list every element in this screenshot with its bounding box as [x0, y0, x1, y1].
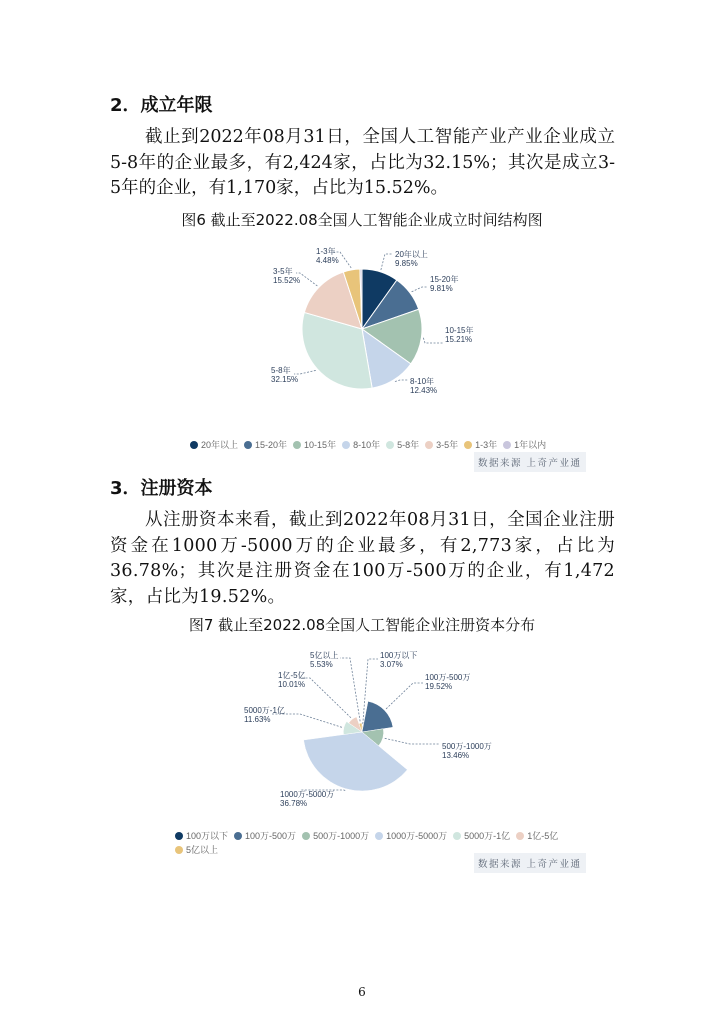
slice-label-percent: 9.81% — [430, 284, 453, 293]
legend-item[interactable] — [453, 829, 510, 843]
slice-label-percent: 3.07% — [380, 660, 403, 669]
slice-label-category: 1000万-5000万 — [280, 790, 335, 799]
section-heading-establishment: 2．成立年限 — [110, 95, 213, 116]
slice-label-percent: 36.78% — [280, 799, 308, 808]
slice-label-category: 15-20年 — [430, 275, 459, 284]
slice-label-category: 100万-500万 — [425, 673, 471, 682]
legend-item[interactable] — [234, 829, 296, 843]
leader-line — [340, 658, 360, 721]
section-heading-capital: 3．注册资本 — [110, 478, 213, 499]
legend-dot-icon — [175, 846, 183, 854]
slice-100万-500万 — [362, 701, 393, 732]
legend-label: 1年以内 — [514, 440, 547, 450]
leader-line — [385, 738, 440, 744]
slice-label-percent: 11.63% — [244, 715, 271, 724]
legend-dot-icon — [453, 832, 461, 840]
legend-label: 1亿-5亿 — [527, 831, 559, 841]
legend-label: 3-5年 — [436, 440, 459, 450]
legend-dot-icon — [516, 832, 524, 840]
legend-label: 20年以上 — [201, 440, 239, 450]
slice-1000万-5000万 — [304, 732, 408, 791]
slice-label-category: 5亿以上 — [310, 651, 339, 660]
figure-caption-6: 图6 截止至2022.08全国人工智能企业成立时间结构图 — [181, 211, 543, 229]
slice-label-category: 8-10年 — [410, 377, 435, 386]
legend-dot-icon — [234, 832, 242, 840]
paragraph-capital: 从注册资本来看，截止到2022年08月31日，全国企业注册资金在1000万-5000万的企业最多，有2,773家，占比为36.78%；其次是注册资金在100万-500万的企业，有1,472家，占比为19.52%。 — [110, 510, 615, 607]
legend-label: 100万以下 — [186, 831, 229, 841]
legend-label: 15-20年 — [255, 440, 288, 450]
slice-label-percent: 10.01% — [278, 680, 306, 689]
legend-item[interactable] — [175, 829, 228, 843]
legend-label: 5亿以上 — [186, 845, 219, 855]
slice-label-category: 5000万-1亿 — [244, 706, 285, 715]
slice-label-category: 3-5年 — [273, 267, 293, 276]
legend-item[interactable] — [516, 829, 558, 843]
slice-label-category: 10-15年 — [445, 326, 474, 335]
slice-label-percent: 12.43% — [410, 386, 438, 395]
legend-label: 5-8年 — [397, 440, 420, 450]
legend-item[interactable] — [375, 829, 447, 843]
paragraph-establishment: 截止到2022年08月31日，全国人工智能产业产业企业成立5-8年的企业最多，有2,424家，占比为32.15%；其次是成立3-5年的企业，有1,170家，占比为15.52%。 — [110, 127, 615, 198]
leader-line — [272, 714, 342, 727]
legend-label: 500万-1000万 — [313, 831, 370, 841]
slice-label-category: 100万以下 — [380, 651, 418, 660]
slice-label-percent: 15.21% — [445, 335, 473, 344]
slice-label-percent: 32.15% — [271, 375, 299, 384]
slice-label-category: 5-8年 — [271, 366, 291, 375]
legend-item[interactable] — [302, 829, 369, 843]
slice-label-percent: 4.48% — [316, 256, 339, 265]
legend-item[interactable] — [175, 843, 218, 857]
legend-label: 100万-500万 — [245, 831, 297, 841]
slice-label-category: 20年以上 — [395, 250, 428, 259]
legend-dot-icon — [375, 832, 383, 840]
legend-label: 1-3年 — [475, 440, 498, 450]
slice-label-percent: 15.52% — [273, 276, 301, 285]
legend-label: 10-15年 — [304, 440, 337, 450]
slice-label-category: 1-3年 — [316, 247, 336, 256]
legend-label: 8-10年 — [353, 440, 381, 450]
slice-label-percent: 13.46% — [442, 751, 470, 760]
legend-dot-icon — [302, 832, 310, 840]
legend-dot-icon — [175, 832, 183, 840]
figure-caption-7: 图7 截止至2022.08全国人工智能企业注册资本分布 — [188, 616, 536, 634]
leader-line — [300, 678, 351, 718]
legend-label: 1000万-5000万 — [386, 831, 448, 841]
slice-label-category: 1亿-5亿 — [278, 671, 306, 680]
legend-label: 5000万-1亿 — [464, 831, 511, 841]
page-number: 6 — [358, 985, 366, 999]
data-source-label: 数据来源 上奇产业通 — [474, 853, 586, 873]
data-source-label: 数据来源 上奇产业通 — [474, 452, 586, 472]
slice-label-category: 500万-1000万 — [442, 742, 492, 751]
slice-label-percent: 9.85% — [395, 259, 418, 268]
slice-label-percent: 5.53% — [310, 660, 333, 669]
slice-label-percent: 19.52% — [425, 682, 453, 691]
leader-line — [386, 683, 423, 709]
